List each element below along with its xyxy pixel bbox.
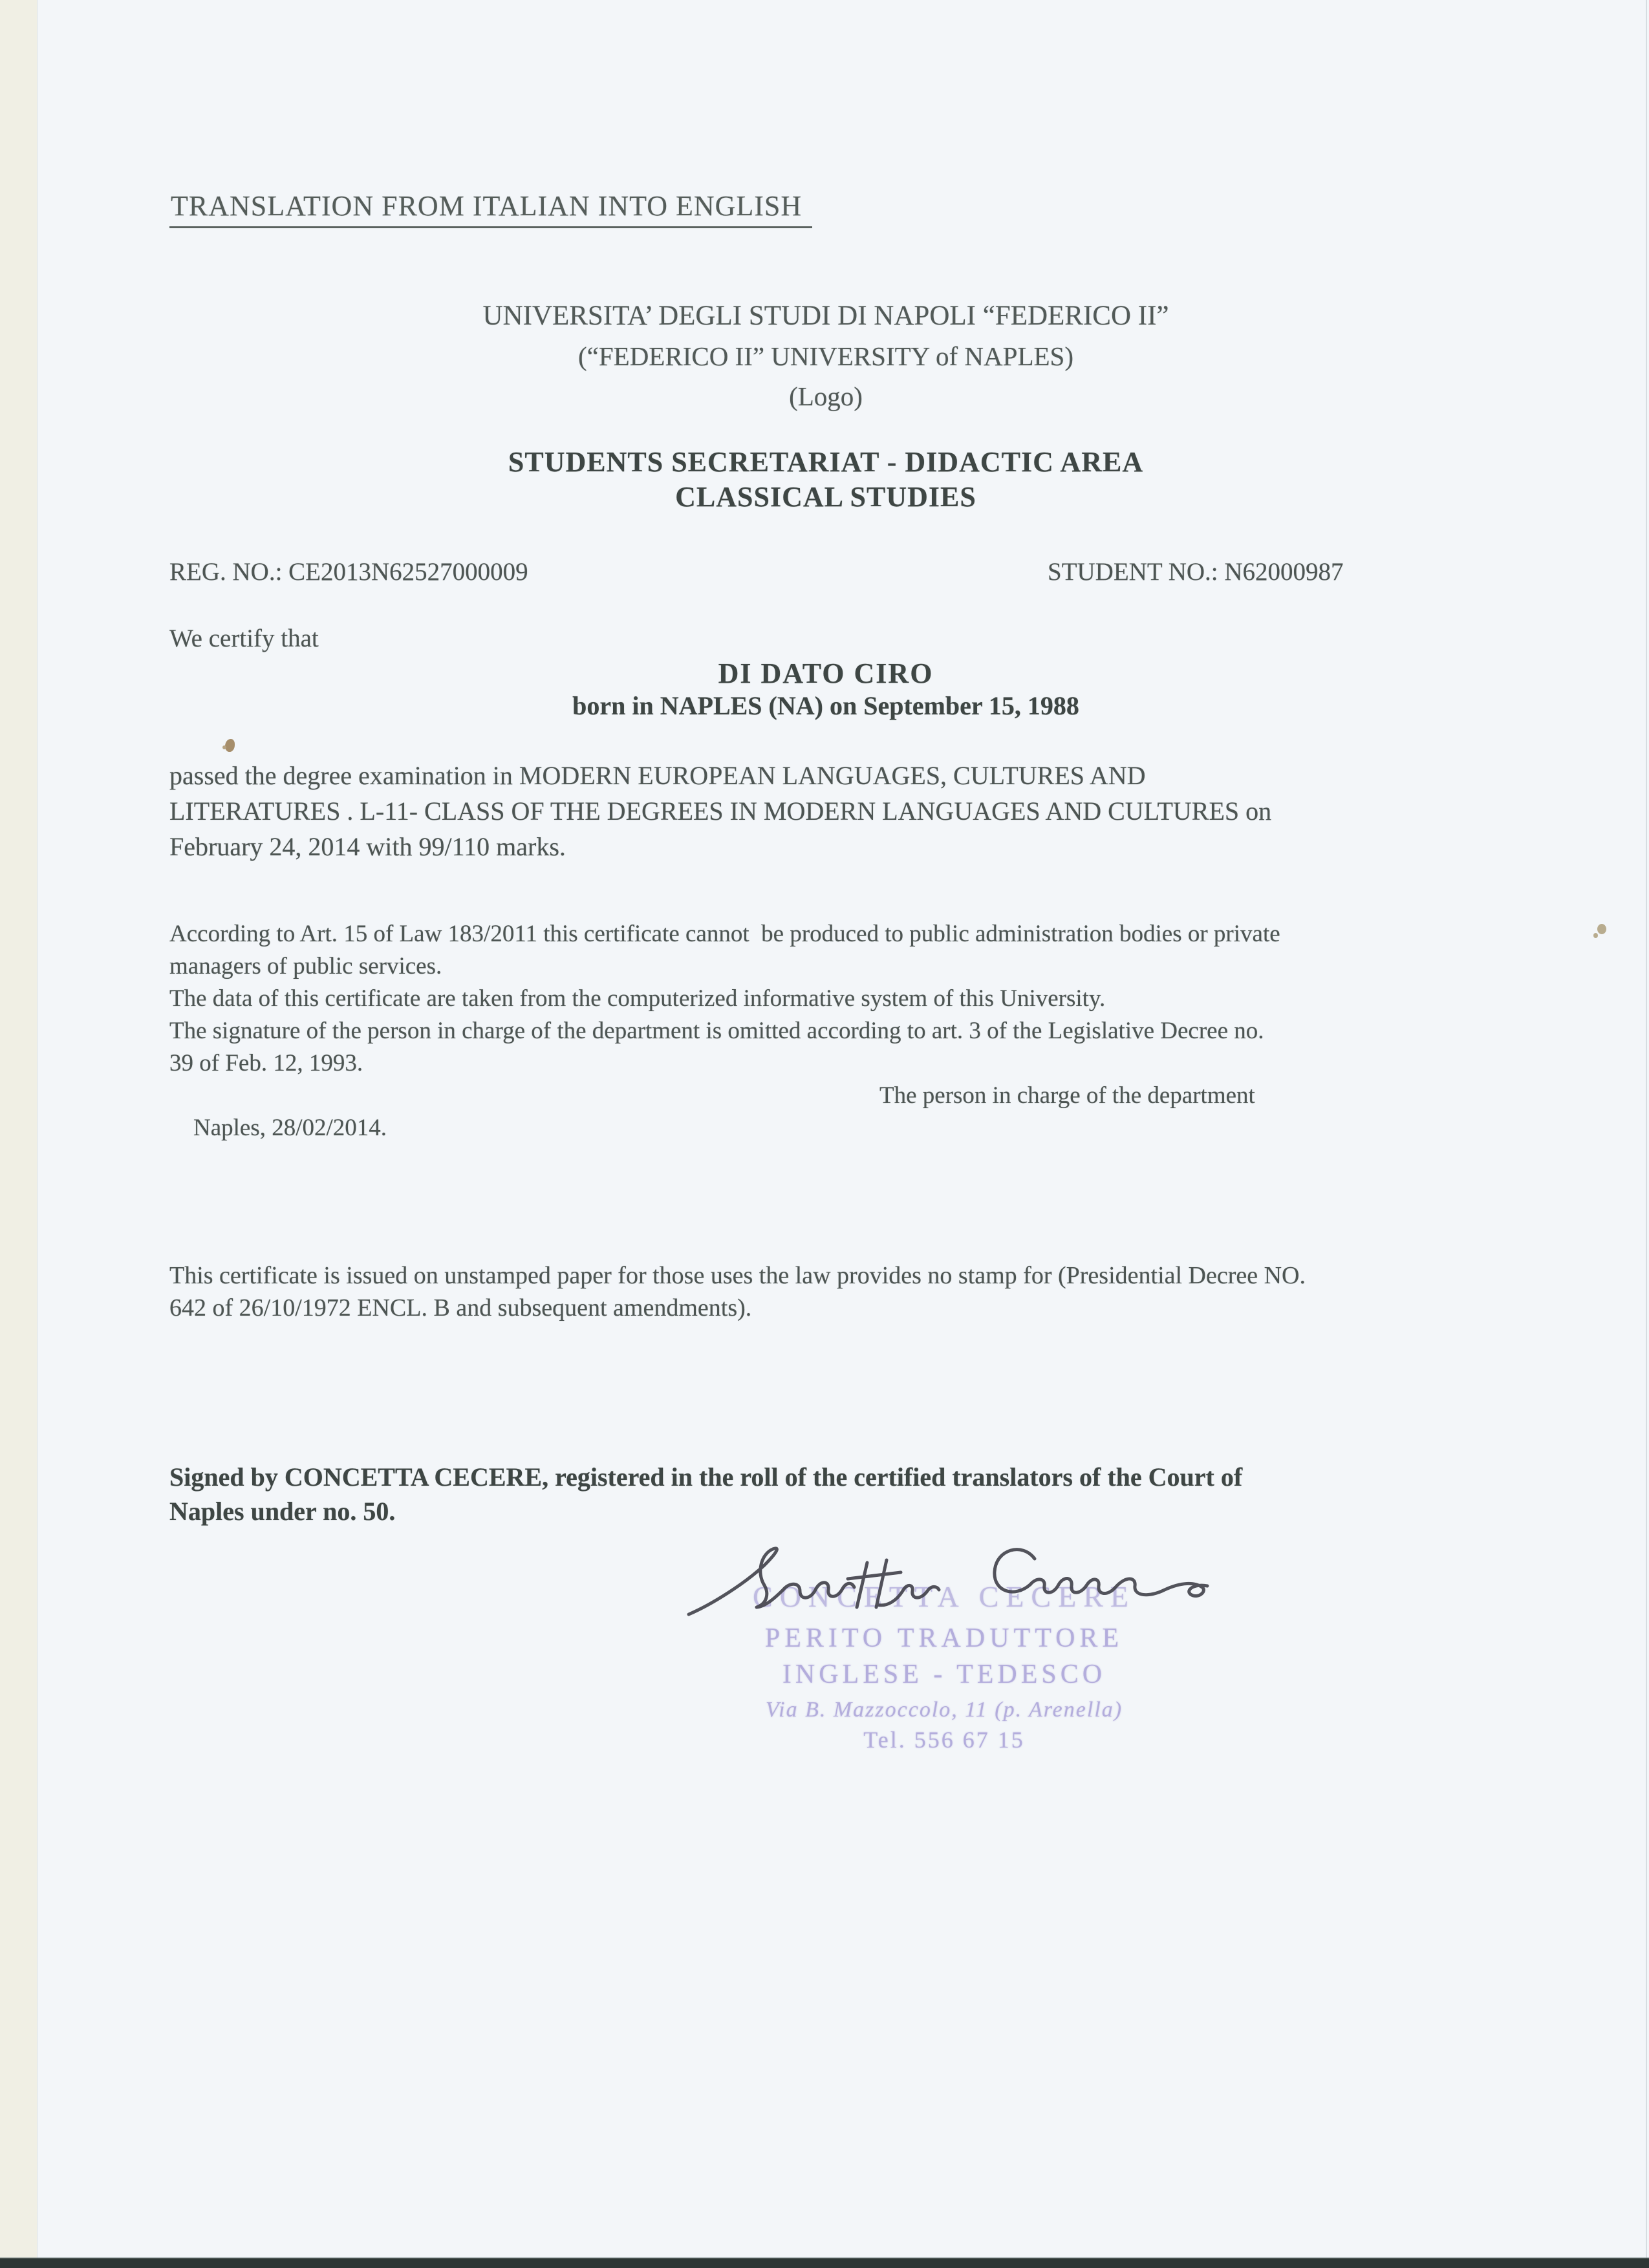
logo-placeholder-text: (Logo) — [789, 381, 863, 411]
legal-paragraph — [169, 918, 1280, 1209]
university-name-english: (“FEDERICO II” UNIVERSITY of NAPLES) — [578, 341, 1073, 371]
student-name: DI DATO CIRO — [718, 658, 934, 689]
translator-statement-line: Signed by CONCETTA CECERE, registered in the roll of the certified translators of the Court of — [169, 1462, 1243, 1492]
note-line: This certificate is issued on unstamped paper for those uses the law provides no stamp for (Presidential Decree NO. — [169, 1262, 1306, 1289]
stamp-translator-title: PERITO TRADUTTORE — [764, 1623, 1124, 1653]
note-line: 642 of 26/10/1972 ENCL. B and subsequent amendments). — [169, 1294, 752, 1321]
department-heading — [169, 445, 1482, 515]
document-title: TRANSLATION FROM ITALIAN INTO ENGLISH — [169, 189, 812, 228]
stamp-phone: Tel. 556 67 15 — [863, 1727, 1025, 1753]
degree-line: passed the degree examination in MODERN EUROPEAN LANGUAGES, CULTURES AND — [169, 761, 1146, 790]
stamp-translator-name: CONCETTA CECERE — [753, 1580, 1136, 1613]
legal-line: According to Art. 15 of Law 183/2011 this certificate cannot be produced to public administration bodies or private — [169, 921, 1280, 947]
paper-speck — [1592, 921, 1609, 941]
legal-line: The signature of the person in charge of the department is omitted according to art. 3 of the Legislative Decree no. — [169, 1018, 1264, 1044]
unstamped-paper-note — [169, 1259, 1306, 1324]
secretariat-line: STUDENTS SECRETARIAT - DIDACTIC AREA — [508, 446, 1144, 478]
scanner-edge-strip — [0, 0, 38, 2268]
degree-paragraph — [169, 758, 1271, 864]
degree-line: February 24, 2014 with 99/110 marks. — [169, 832, 566, 861]
translator-statement-line: Naples under no. 50. — [169, 1497, 396, 1526]
degree-line: LITERATURES . L-11- CLASS OF THE DEGREES IN MODERN LANGUAGES AND CULTURES on — [169, 797, 1272, 826]
legal-line: managers of public services. — [169, 953, 442, 979]
paper-speck — [225, 739, 235, 752]
signatory-title: The person in charge of the department — [879, 1082, 1255, 1109]
translator-statement — [169, 1460, 1242, 1528]
stamp-address: Via B. Mazzoccolo, 11 (p. Arenella) — [765, 1698, 1123, 1722]
place-date: Naples, 28/02/2014. — [193, 1115, 387, 1141]
signature-strokes — [673, 1544, 1222, 1629]
university-heading — [169, 296, 1482, 416]
speck-dot — [1597, 924, 1606, 934]
legal-line: 39 of Feb. 12, 1993. — [169, 1050, 363, 1076]
certify-intro: We certify that — [169, 625, 319, 652]
place-date-row — [169, 1080, 1280, 1209]
registration-number: REG. NO.: CE2013N62527000009 — [169, 558, 528, 586]
birth-line: born in NAPLES (NA) on September 15, 1988 — [572, 691, 1079, 720]
stamp-languages: INGLESE - TEDESCO — [782, 1660, 1106, 1689]
speck-dot — [1593, 933, 1598, 938]
handwritten-signature — [673, 1544, 1222, 1629]
scan-bottom-shadow-bar — [0, 2258, 1649, 2268]
legal-line: The data of this certificate are taken from the computerized informative system of this University. — [169, 985, 1106, 1012]
student-number: STUDENT NO.: N62000987 — [1048, 558, 1344, 586]
university-name: UNIVERSITA’ DEGLI STUDI DI NAPOLI “FEDERICO II” — [482, 301, 1169, 331]
scan-right-edge-line — [1646, 0, 1647, 2268]
studies-line: CLASSICAL STUDIES — [675, 481, 976, 513]
